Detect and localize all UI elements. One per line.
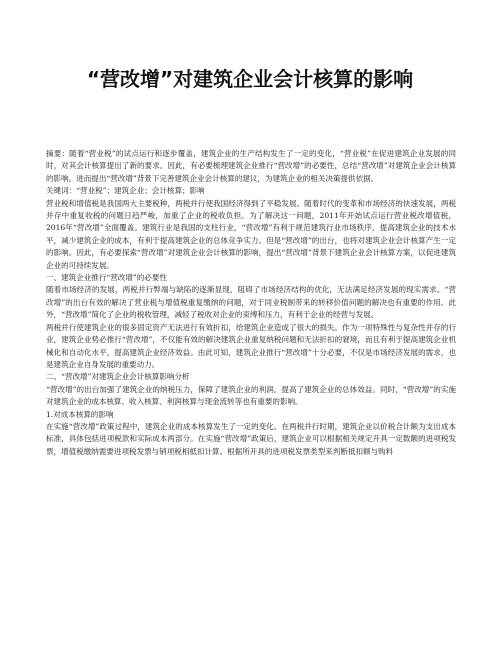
body-paragraph: “营改增”的出台加强了建筑企业的纳税压力，保障了建筑企业的利润，提高了建筑企业的总体效益。同时，“营改增”的实施对建筑企业的成本核算、收入核算、利润核算与现金流转等也有重要的影响。 [46, 384, 456, 407]
section-heading: 一、建筑企业推行“营改增”的必要性 [46, 273, 167, 283]
keywords-line: 关键词：“营业税”；建筑企业；会计核算；影响 [46, 186, 205, 196]
body-paragraph: 在实施“营改增”政策过程中，建筑企业的成本核算发生了一定的变化。在两税并行时期，建筑企业以价税合计额为支出成本标准，具体包括进项税款和实际成本两部分。在实施“营改增”政策后，建筑企业可以根据相关规定开具一定数额的进项税发票，增值税缴纳需要进项税发票与销项税相抵扣计算。根据所开具的进项税发票类型来判断抵扣额与购料 [46, 421, 456, 456]
abstract-paragraph: 摘要：随着“营业税”的试点运行和逐步覆盖，建筑企业的生产结构发生了一定的变化，“营业税”在促进建筑企业发展的同时，对其会计核算提出了新的要求。因此，有必要梳理建筑企业推行“营改增”的必要性，总结“营改增”对建筑企业会计核算的影响，进而提出“营改增”背景下完善建筑企业会计核算的建议，为建筑企业的相关决策提供依据。 [46, 149, 456, 183]
body-paragraph: 营业税和增值税是我国两大主要税种，两税并行使我国经济得到了平稳发展。随着时代的变革和市场经济的快速发展，两税并存中重复收税的问题日趋严峻，加重了企业的税收负担。为了解决这一问题，2011年开始试点运行营业税改增值税，2016年“营改增”全面覆盖。建筑行业是我国的支柱行业，“营改增”有利于规范建筑行业市场秩序，提高建筑企业的技术水平，减少建筑企业的成本，有利于提高建筑企业的总体竞争实力。但是“营改增”的出台，也将对建筑企业会计核算产生一定的影响。因此，有必要探索“营改增”对建筑企业会计核算的影响，提出“营改增”背景下建筑企业会计核算方案，以促进建筑企业的可持续发展。 [46, 198, 456, 270]
body-paragraph: 两税并行使建筑企业的很多固定资产无法进行有效折扣，给建筑企业造成了很大的损失。作为一项特殊性与复杂性并存的行业，建筑企业势必推行“营改增”，不仅能有效的解决建筑企业重复纳税问题和无法折扣的窘境，而且有利于提高建筑企业机械化和自动化水平，提高建筑企业经济效益。由此可知，建筑企业推行“营改增”十分必要，不仅是市场经济发展的需求，也是建筑企业自身发展的重要动力。 [46, 322, 456, 369]
section-heading: 二、“营改增”对建筑企业会计核算影响分析 [46, 372, 190, 382]
body-paragraph: 随着市场经济的发展，两税并行弊端与缺陷的逐渐显现，阻碍了市场经济结构的优化，无法满足经济发展的现实需求。“营改增”的出台有效的解决了营业税与增值税重复缴纳的问题，对于同业税制带来的转移价值问题的解决也有重要的作用。此外，“营改增”简化了企业的税收管理，减轻了税收对企业的束缚和压力，有利于企业的经营与发展。 [46, 285, 456, 320]
document-title: “营改增”对建筑企业会计核算的影响 [86, 67, 414, 91]
subsection-heading: 1.对成本核算的影响 [46, 409, 114, 419]
document-body [46, 148, 456, 458]
